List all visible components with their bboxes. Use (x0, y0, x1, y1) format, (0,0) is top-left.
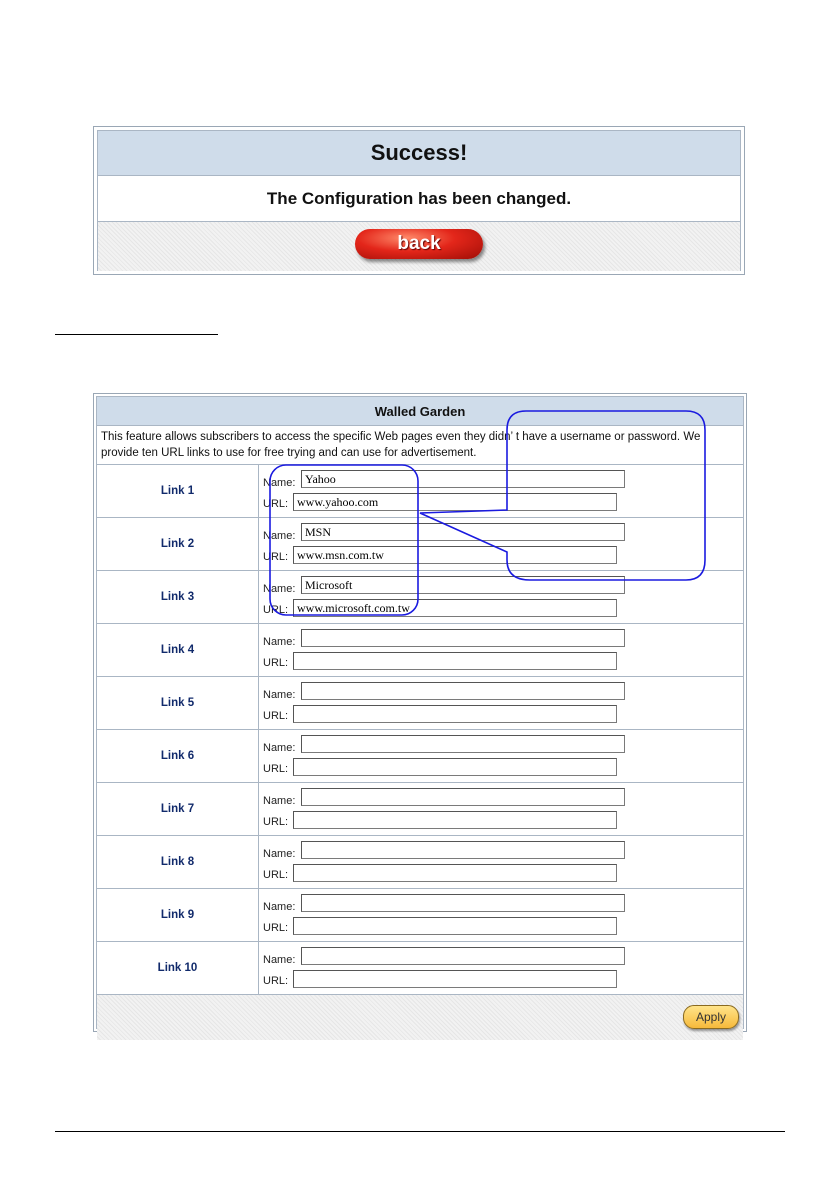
success-footer (98, 222, 740, 271)
link-name-input[interactable]: MSN (301, 523, 625, 541)
name-field-label: Name: (263, 742, 296, 754)
link-url-input[interactable] (293, 917, 617, 935)
link-label: Link 10 (97, 942, 259, 994)
link-fields (259, 624, 743, 676)
name-field-label: Name: (263, 848, 296, 860)
link-label: Link 8 (97, 836, 259, 888)
link-name-input[interactable] (301, 841, 625, 859)
walled-garden-description: This feature allows subscribers to access the specific Web pages even they didn’ t have a username or password. We provide ten URL links to use for free trying and can use for advertisement. (97, 426, 743, 465)
link-fields (259, 518, 743, 570)
url-field-label: URL: (263, 604, 289, 616)
link-name-input[interactable] (301, 947, 625, 965)
walled-garden-rows (97, 465, 743, 995)
link-name-input[interactable] (301, 735, 625, 753)
link-name-input[interactable]: Yahoo (301, 470, 625, 488)
name-field-label: Name: (263, 954, 296, 966)
link-row (97, 571, 743, 624)
name-field-label: Name: (263, 583, 296, 595)
link-url-input[interactable] (293, 652, 617, 670)
name-field-label: Name: (263, 689, 296, 701)
name-field-label: Name: (263, 477, 296, 489)
link-row (97, 889, 743, 942)
url-field-label: URL: (263, 975, 289, 987)
link-fields (259, 836, 743, 888)
success-title: Success! (98, 131, 740, 176)
url-field-label: URL: (263, 816, 289, 828)
back-button[interactable]: back (355, 229, 483, 259)
walled-garden-footer (97, 995, 743, 1040)
link-row (97, 624, 743, 677)
section-underline (55, 334, 218, 335)
link-name-input[interactable] (301, 788, 625, 806)
link-row (97, 836, 743, 889)
url-field-label: URL: (263, 922, 289, 934)
link-name-input[interactable] (301, 682, 625, 700)
link-row (97, 465, 743, 518)
link-row (97, 677, 743, 730)
url-field-label: URL: (263, 763, 289, 775)
success-panel-inner (97, 130, 741, 271)
link-url-input[interactable] (293, 970, 617, 988)
link-url-input[interactable] (293, 758, 617, 776)
link-label: Link 4 (97, 624, 259, 676)
link-name-input[interactable] (301, 629, 625, 647)
link-row (97, 518, 743, 571)
link-fields (259, 677, 743, 729)
link-name-input[interactable] (301, 894, 625, 912)
link-url-input[interactable] (293, 811, 617, 829)
link-label: Link 6 (97, 730, 259, 782)
link-label: Link 2 (97, 518, 259, 570)
walled-garden-inner (96, 396, 744, 1029)
name-field-label: Name: (263, 636, 296, 648)
link-fields (259, 571, 743, 623)
link-row (97, 942, 743, 995)
footer-rule (55, 1131, 785, 1132)
url-field-label: URL: (263, 657, 289, 669)
name-field-label: Name: (263, 795, 296, 807)
link-url-input[interactable]: www.microsoft.com.tw (293, 599, 617, 617)
url-field-label: URL: (263, 869, 289, 881)
link-url-input[interactable]: www.msn.com.tw (293, 546, 617, 564)
apply-button[interactable]: Apply (683, 1005, 739, 1029)
name-field-label: Name: (263, 530, 296, 542)
success-message: The Configuration has been changed. (98, 176, 740, 222)
link-label: Link 9 (97, 889, 259, 941)
link-name-input[interactable]: Microsoft (301, 576, 625, 594)
link-url-input[interactable]: www.yahoo.com (293, 493, 617, 511)
link-label: Link 7 (97, 783, 259, 835)
walled-garden-panel (93, 393, 747, 1032)
walled-garden-title: Walled Garden (97, 397, 743, 426)
link-row (97, 730, 743, 783)
name-field-label: Name: (263, 901, 296, 913)
link-url-input[interactable] (293, 864, 617, 882)
link-url-input[interactable] (293, 705, 617, 723)
link-fields (259, 942, 743, 994)
link-fields (259, 465, 743, 517)
link-fields (259, 889, 743, 941)
link-label: Link 1 (97, 465, 259, 517)
url-field-label: URL: (263, 551, 289, 563)
url-field-label: URL: (263, 710, 289, 722)
url-field-label: URL: (263, 498, 289, 510)
link-row (97, 783, 743, 836)
link-label: Link 5 (97, 677, 259, 729)
success-panel (93, 126, 745, 275)
link-label: Link 3 (97, 571, 259, 623)
link-fields (259, 783, 743, 835)
link-fields (259, 730, 743, 782)
